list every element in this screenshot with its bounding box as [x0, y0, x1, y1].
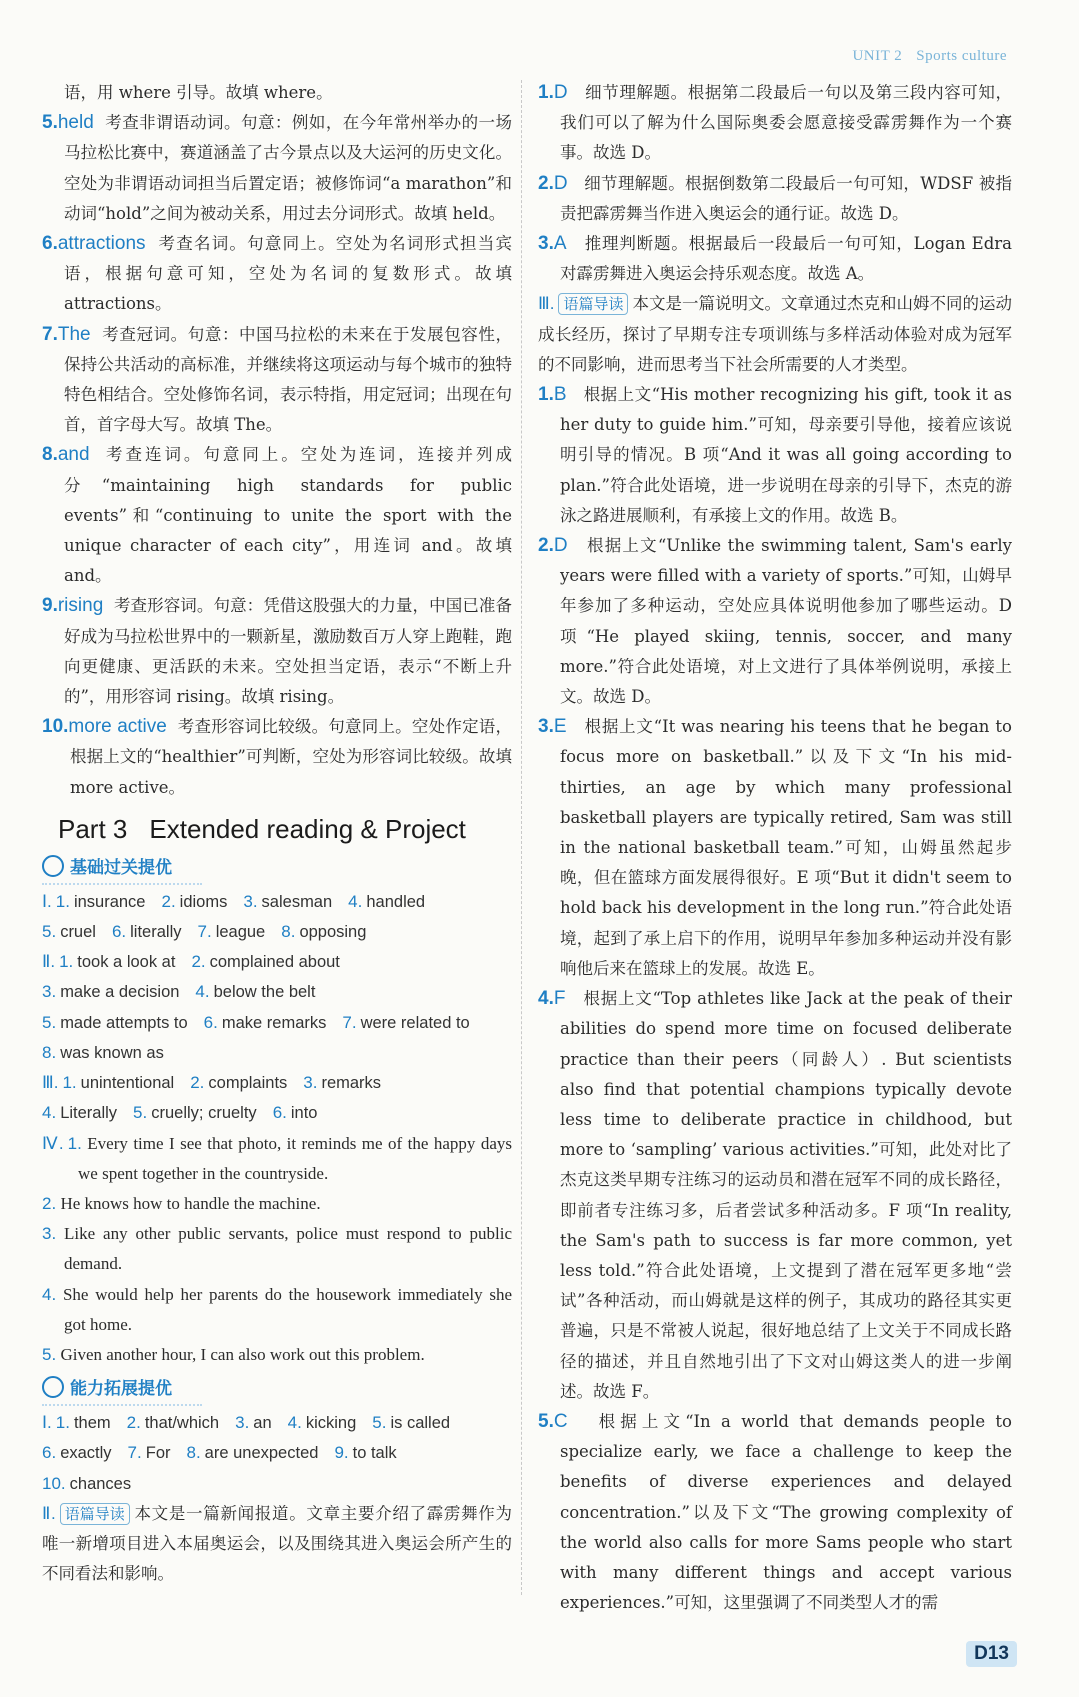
answer-word: attractions: [57, 233, 146, 255]
unit-topic: Sports culture: [916, 48, 1007, 64]
answer-letter: C: [553, 1410, 568, 1432]
answer-item: 4.F 根据上文“Top athletes like Jack at the peak of their abilities do spend more time on focused deliberate practice than their peers（同龄人）. But scientists also find that potential champions typically devote less time to deliberate practice in childhood, but more to ‘sampling’ various activities.”可知，此处对比了杰克这类早期专注练习的运动员和潜在冠军不同的成长路径，即前者专注练习多，后者尝试多种活动多。F 项“In reality, the Sam's path to success is far more common, yet less told.”符合此处语境，上文提到了潜在冠军更多地“尝试”各种活动，而山姆就是这样的例子，其成功的路径其实更普遍，只是不常被人说起，很好地总结了上文关于不同成长路径的描述，并且自然地引出了下文对山姆这类人的进一步阐述。故选 F。: [538, 988, 1012, 1401]
answer-item: 6.attractions 考查名词。句意同上。空处为名词形式担当宾语，根据句意可知，空处为名词的复数形式。故填 attractions。: [42, 233, 512, 314]
answer-letter: F: [553, 988, 566, 1010]
guide-tag: 语篇导读: [60, 1503, 130, 1525]
ext-row: 6. exactly 7. For 8. are unexpected 9. to talk: [42, 1443, 397, 1463]
vocab-row: 5. made attempts to 6. make remarks 7. were related to: [42, 1012, 470, 1032]
answer-item: 10.more active 考查形容词比较级。句意同上。空处作定语，根据上文的“healthier”可判断，空处为形容词比较级。故填 more active。: [42, 716, 513, 797]
unit-label: UNIT 2: [852, 48, 903, 64]
reading-guide: Ⅱ. 语篇导读 本文是一篇新闻报道。文章主要介绍了霹雳舞作为唯一新增项目进入本届奥运会，以及围绕其进入奥运会所产生的不同看法和影响。: [42, 1503, 512, 1584]
answer-item: 7.The 考查冠词。句意：中国马拉松的未来在于发展包容性，保持公共活动的高标准，并继续将这项运动与每个城市的独特特色相结合。空处修饰名词，表示特指，用定冠词；出现在句首，首字母大写。故填 The。: [42, 323, 512, 435]
answer-letter: D: [553, 172, 568, 194]
answer-item: 1.B 根据上文“His mother recognizing his gift, took it as her duty to guide him.”可知，母亲要引导他，接着应该说明引导的情况。B 项“And it was all going according to plan.”符合此处语境，进一步说明在母亲的引导下，杰克的游泳之路进展顺利，有承接上文的作用。故选 B。: [538, 384, 1012, 525]
vocab-row: 4. Literally 5. cruelly; cruelty 6. into: [42, 1103, 318, 1123]
answer-item: 5.held 考查非谓语动词。句意：例如，在今年常州举办的一场马拉松比赛中，赛道涵盖了古今景点以及大运河的历史文化。空处为非谓语动词担当后置定语；被修饰词“a marathon”和动词“hold”之间为被动关系，用过去分词形式。故填 held。: [42, 112, 512, 223]
vocab-row: Ⅰ. 1. insurance 2. idioms 3. salesman 4. handled: [42, 891, 426, 911]
answer-item: 3.A 推理判断题。根据最后一段最后一句可知，Logan Edra 对霹雳舞进入奥运会持乐观态度。故选 A。: [538, 233, 1012, 284]
page-number: D13: [966, 1641, 1017, 1667]
vocab-row: Ⅲ. 1. unintentional 2. complaints 3. remarks: [42, 1073, 382, 1093]
answer-letter: D: [553, 82, 568, 103]
part-heading: Part 3 Extended reading & Project: [58, 813, 466, 844]
atom-icon: [42, 1376, 64, 1398]
vocab-row: 8. was known as: [42, 1042, 164, 1062]
right-column: [538, 78, 1012, 1618]
section-heading-extension: 能力拓展提优: [42, 1374, 202, 1406]
left-intro: 语，用 where 引导。故填 where。: [64, 83, 333, 102]
sentence-item: 2. He knows how to handle the machine.: [42, 1193, 321, 1213]
answer-word: and: [57, 444, 90, 466]
vocab-row: Ⅱ. 1. took a look at 2. complained about: [42, 952, 340, 972]
answer-item: 2.D 根据上文“Unlike the swimming talent, Sam's early years were filled with a variety of sports.”可知，山姆早年参加了多种运动，空处应具体说明他参加了哪些运动。D 项“He played skiing, tennis, soccer, and many more.”符合此处语境，对上文进行了具体举例说明，承接上文。故选 D。: [538, 535, 1012, 707]
answer-item: 5.C 根据上文“In a world that demands people to specialize early, we face a challenge to keep the benefits of diverse experiences and delayed concentration.”以及下文“The growing complexity of the world also calls for more Sams people who start with many different things and accept various experiences.”可知，这里强调了不同类型人才的需: [538, 1410, 1012, 1613]
answer-word: more active: [68, 716, 167, 738]
target-icon: [42, 855, 64, 877]
sentence-item: 4. She would help her parents do the housework immediately she got home.: [42, 1284, 512, 1334]
answer-word: rising: [57, 595, 104, 617]
ext-row: 10. chances: [42, 1473, 132, 1493]
answer-word: The: [57, 323, 91, 345]
running-header: [852, 48, 1007, 65]
answer-letter: E: [553, 716, 567, 738]
answer-item: 3.E 根据上文“It was nearing his teens that he began to focus more on basketball.”以及下文“In his mid-thirties, an age by which many professional basketball players are typically retired, Sam was still in the national basketball team.”可知，山姆虽然起步晚，但在篮球方面发展得很好。E 项“But it didn't seem to hold back his development in the long run.”符合此处语境，起到了承上启下的作用，说明早年参加多种运动并没有影响他后来在篮球上的发展。故选 E。: [538, 716, 1012, 978]
guide-tag: 语篇导读: [558, 293, 628, 315]
left-column: [42, 78, 512, 1589]
answer-item: 8.and 考查连词。句意同上。空处为连词，连接并列成分“maintaining high standards for public events”和“continuing to unite the sport with the unique character of each city”，用连词 and。故填 and。: [42, 444, 513, 586]
vocab-row: 5. cruel 6. literally 7. league 8. opposing: [42, 922, 367, 942]
answer-letter: D: [553, 535, 568, 557]
answer-letter: A: [553, 233, 567, 255]
section-heading-basic: 基础过关提优: [42, 853, 202, 885]
answer-letter: B: [553, 384, 567, 406]
sentence-item: 3. Like any other public servants, police must respond to public demand.: [42, 1224, 512, 1274]
column-divider: [521, 80, 522, 1595]
vocab-row: 3. make a decision 4. below the belt: [42, 982, 316, 1002]
answer-item: 9.rising 考查形容词。句意：凭借这股强大的力量，中国已准备好成为马拉松世界中的一颗新星，激励数百万人穿上跑鞋，跑向更健康、更活跃的未来。空处担当定语，表示“不断上升的”，用形容词 rising。故填 rising。: [42, 595, 512, 707]
reading-guide: Ⅲ. 语篇导读 本文是一篇说明文。文章通过杰克和山姆不同的运动成长经历，探讨了早期专注专项训练与多样活动体验对成为冠军的不同影响，进而思考当下社会所需要的人才类型。: [538, 294, 1012, 374]
answer-word: held: [57, 112, 94, 134]
answer-item: 2.D 细节理解题。根据倒数第二段最后一句可知，WDSF 被指责把霹雳舞当作进入奥运会的通行证。故选 D。: [538, 172, 1012, 223]
answer-item: 1.D 细节理解题。根据第二段最后一句以及第三段内容可知，我们可以了解为什么国际奥委会愿意接受霹雳舞作为一个赛事。故选 D。: [538, 82, 1012, 163]
sentence-item: Ⅳ. 1. Every time I see that photo, it reminds me of the happy days we spent together in the countryside.: [42, 1133, 513, 1183]
sentence-item: 5. Given another hour, I can also work out this problem.: [42, 1344, 425, 1364]
ext-row: Ⅰ. 1. them 2. that/which 3. an 4. kicking 5. is called: [42, 1413, 451, 1433]
